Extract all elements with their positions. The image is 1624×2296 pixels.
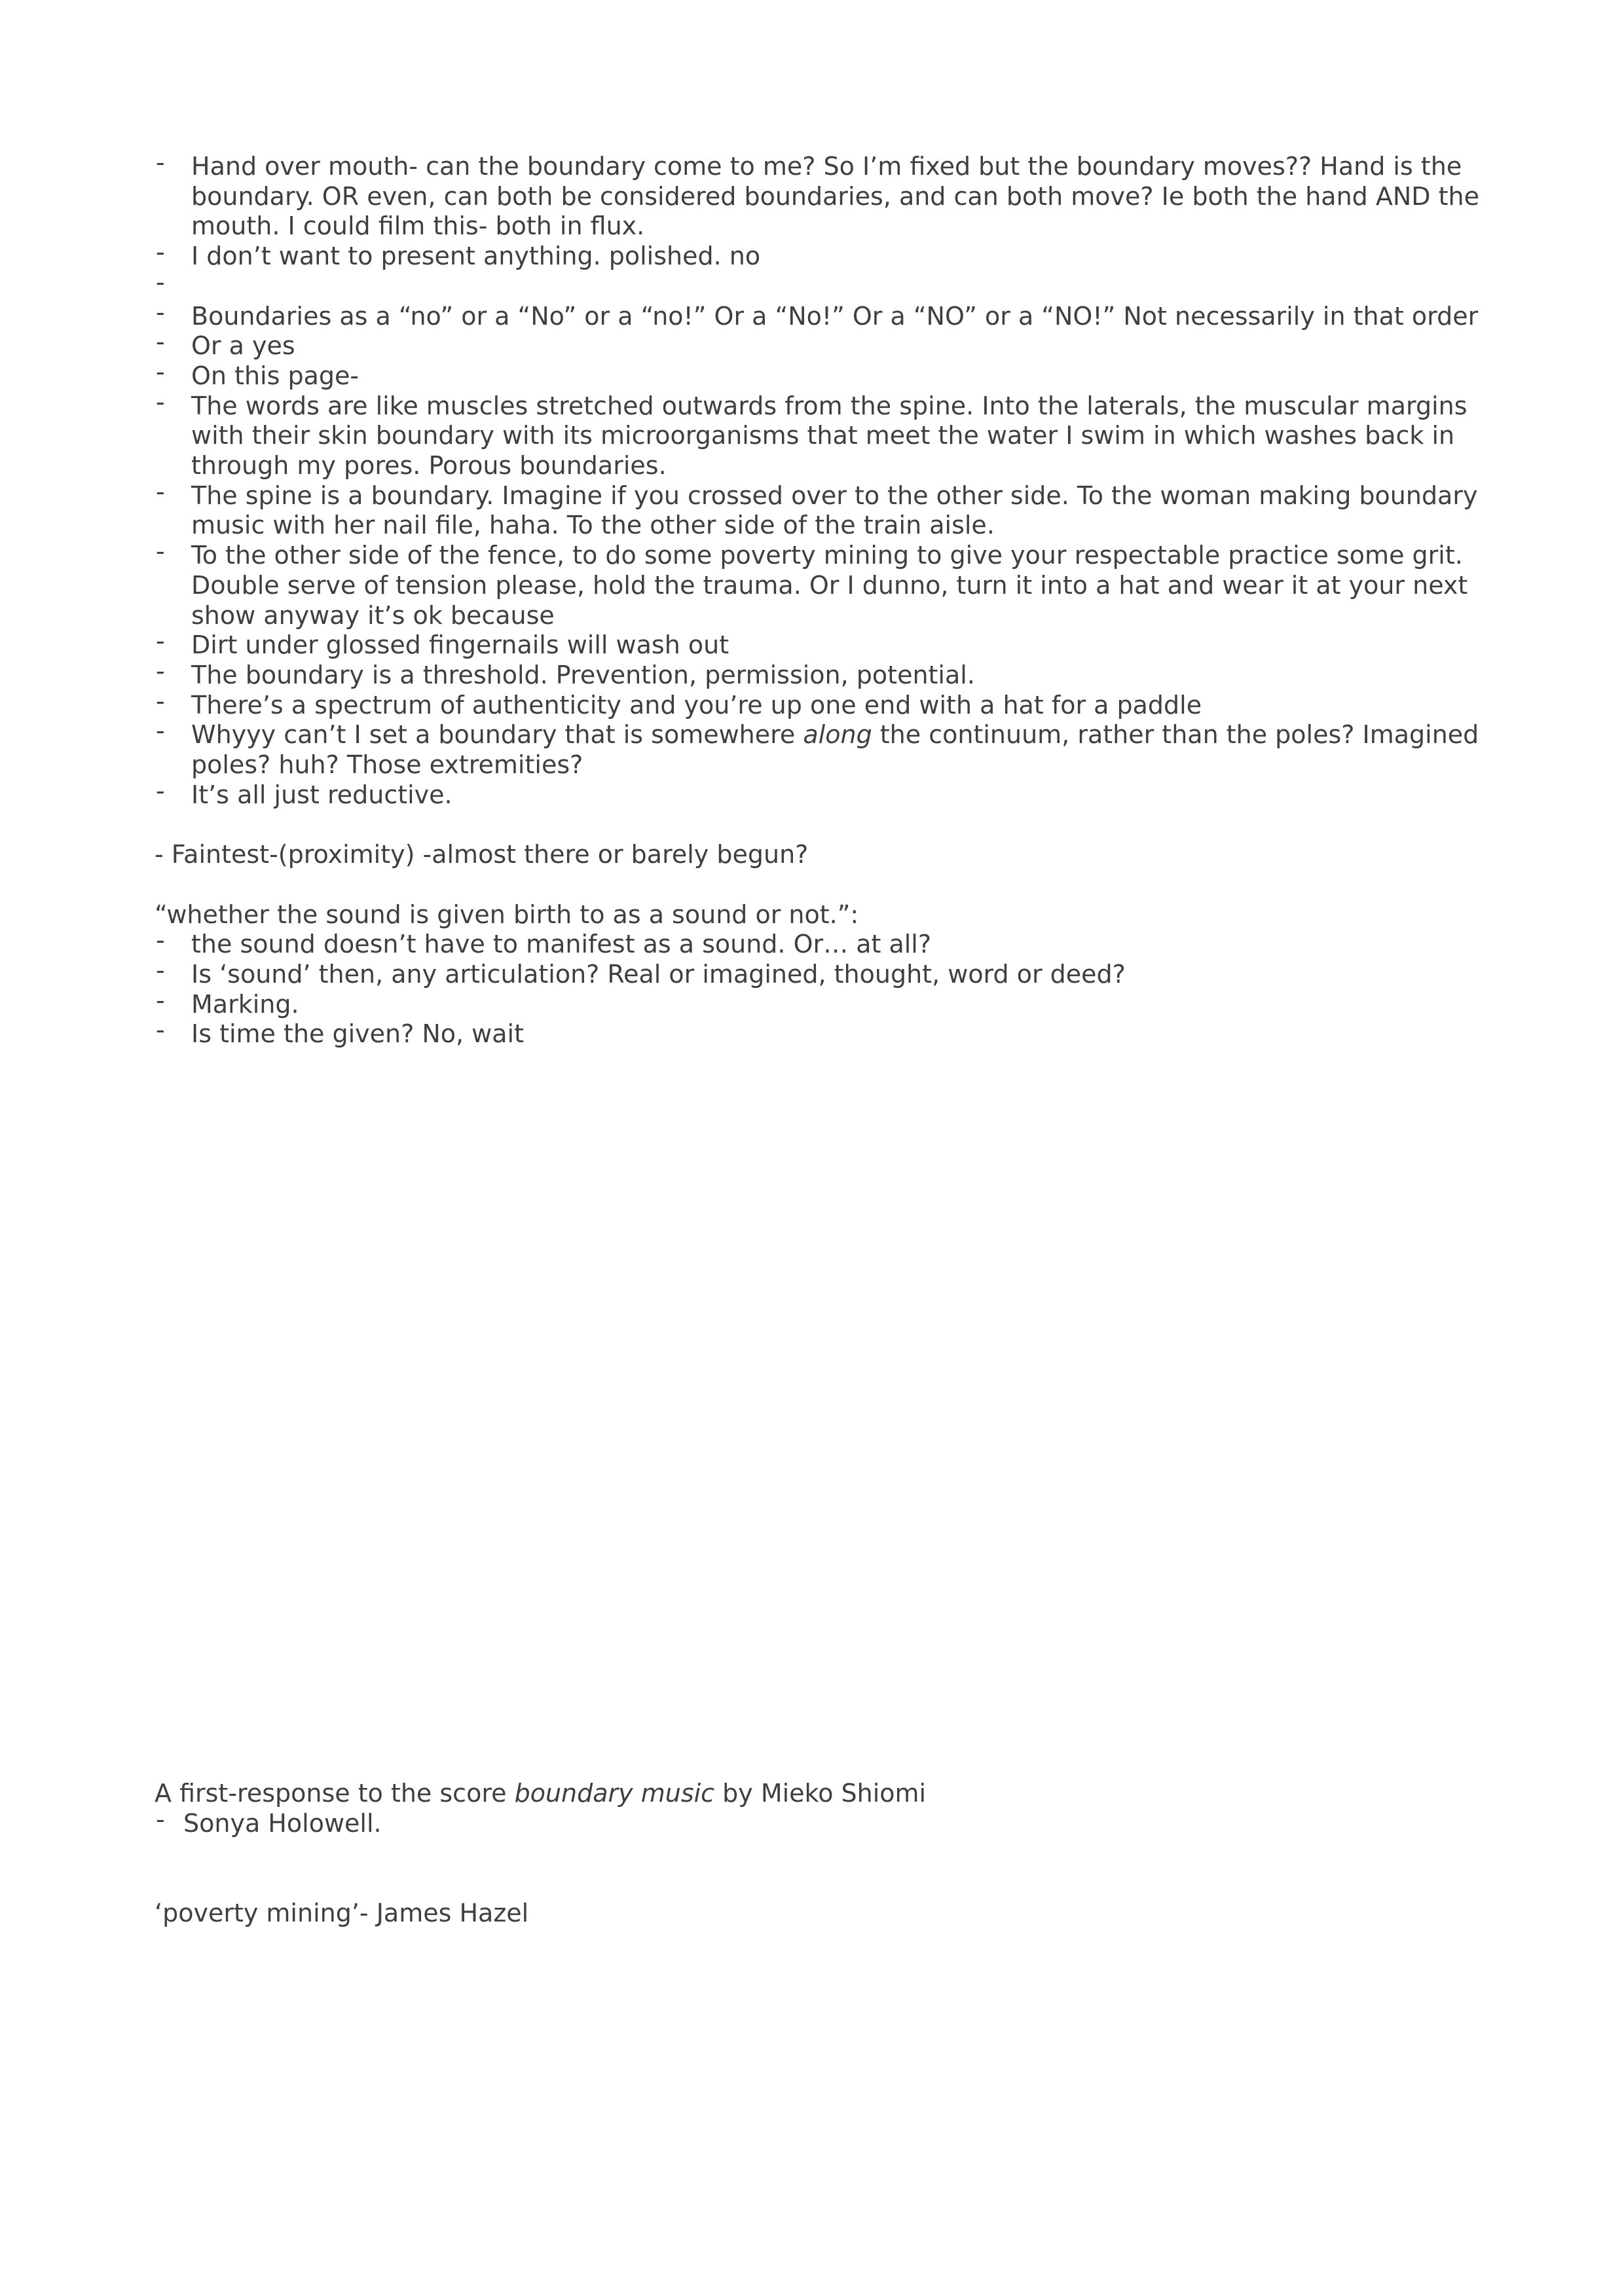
list-item-continuum: [155, 716, 1490, 780]
list-item-text: the sound doesn’t have to manifest as a sound. Or… at all?: [191, 930, 932, 959]
list-item-text: Boundaries as a “no” or a “No” or a “no!” Or a “No!” Or a “NO” or a “NO!” Not necessarily in that order: [191, 301, 1479, 331]
list-item: [155, 627, 1490, 661]
dash-bullet-icon: -: [156, 1804, 165, 1834]
list-item-text-before: Whyyy can’t I set a boundary that is somewhere: [191, 720, 803, 750]
dash-bullet-icon: -: [156, 955, 165, 985]
list-item-text: Is ‘sound’ then, any articulation? Real or imagined, thought, word or deed?: [191, 959, 1126, 989]
document-footer: [155, 1779, 1490, 1928]
list-item-text-after: the continuum, rather than the poles? Imagined poles? huh? Those extremities?: [191, 720, 1479, 780]
credit-text-before: A first-response to the score: [155, 1779, 515, 1808]
list-item: [155, 776, 1490, 811]
author-name: Sonya Holowell.: [183, 1808, 382, 1838]
dash-bullet-icon: -: [156, 477, 165, 506]
list-item-text: I don’t want to present anything. polished. no: [191, 242, 761, 271]
blank-line: [155, 1868, 1490, 1899]
list-item-text: Hand over mouth- can the boundary come to me? So I’m fixed but the boundary moves?? Hand is the boundary. OR even, can both be considered boundaries, and can both move? Ie both the hand AND the mouth. I could film this- both in flux.: [191, 152, 1479, 241]
list-item-text: There’s a spectrum of authenticity and you’re up one end with a hat for a paddle: [191, 690, 1202, 720]
dash-bullet-icon: -: [156, 537, 165, 566]
faintest-line: - Faintest-(proximity) -almost there or barely begun?: [155, 840, 809, 869]
list-item: [155, 537, 1490, 630]
blank-line: [155, 1838, 1490, 1868]
list-item-text: To the other side of the fence, to do some poverty mining to give your respectable practice some grit. Double serve of tension please, hold the trauma. Or I dunno, turn it into a hat and wear it at your next show anyway it’s ok because: [191, 541, 1468, 630]
dash-bullet-icon: -: [156, 148, 165, 177]
notes-list: [155, 148, 1490, 810]
list-item: [155, 327, 1490, 361]
quote-heading: “whether the sound is given birth to as a sound or not.”:: [155, 900, 859, 929]
list-item-text: The spine is a boundary. Imagine if you crossed over to the other side. To the woman making boundary music with her nail file, haha. To the other side of the train aisle.: [191, 481, 1478, 540]
dash-bullet-icon: -: [156, 1015, 165, 1045]
dash-bullet-icon: -: [156, 327, 165, 357]
dash-bullet-icon: -: [156, 926, 165, 955]
author-item: [155, 1804, 1490, 1839]
list-item-text: Is time the given? No, wait: [191, 1019, 524, 1049]
list-item: [155, 477, 1490, 541]
blank-line: [155, 810, 1490, 840]
quote-list: [155, 926, 1490, 1049]
dash-bullet-icon: -: [156, 267, 165, 297]
list-item-text: On this page-: [191, 361, 360, 390]
list-item: [155, 955, 1490, 990]
list-item: [155, 238, 1490, 272]
list-item-text: The boundary is a threshold. Prevention, permission, potential.: [191, 660, 975, 689]
list-item-text: Or a yes: [191, 331, 295, 361]
dash-bullet-icon: -: [156, 357, 165, 386]
author-list: [155, 1804, 1490, 1839]
score-title: boundary music: [514, 1779, 715, 1808]
list-item-emphasis: along: [803, 720, 872, 750]
credit-line: [155, 1779, 1490, 1809]
list-item-text: Dirt under glossed fingernails will wash out: [191, 630, 729, 660]
list-item: [155, 357, 1490, 392]
list-item: [155, 1015, 1490, 1049]
credit-text-after: by Mieko Shiomi: [714, 1779, 927, 1808]
list-item: [155, 985, 1490, 1020]
list-item: [155, 297, 1490, 332]
list-item: [155, 686, 1490, 721]
dash-bullet-icon: -: [156, 716, 165, 746]
dash-bullet-icon: -: [156, 656, 165, 685]
list-item-empty: [155, 267, 1490, 302]
list-item: [155, 926, 1490, 960]
list-item: [155, 148, 1490, 242]
dash-bullet-icon: -: [156, 686, 165, 716]
list-item-text: It’s all just reductive.: [191, 780, 452, 809]
list-item-text: Marking.: [191, 989, 299, 1019]
dash-bullet-icon: -: [156, 627, 165, 656]
dash-bullet-icon: -: [156, 297, 165, 327]
list-item-text: The words are like muscles stretched outwards from the spine. Into the laterals, the muscular margins with their skin boundary with its microorganisms that meet the water I swim in which washes back in through my pores. Porous boundaries.: [191, 391, 1467, 481]
dash-bullet-icon: -: [156, 776, 165, 805]
document-body: [155, 148, 1490, 1049]
blank-line: [155, 870, 1490, 900]
list-item: [155, 656, 1490, 691]
dash-bullet-icon: -: [156, 985, 165, 1015]
list-item: [155, 387, 1490, 481]
attribution-line: ‘poverty mining’- James Hazel: [155, 1898, 529, 1927]
dash-bullet-icon: -: [156, 238, 165, 267]
dash-bullet-icon: -: [156, 387, 165, 416]
